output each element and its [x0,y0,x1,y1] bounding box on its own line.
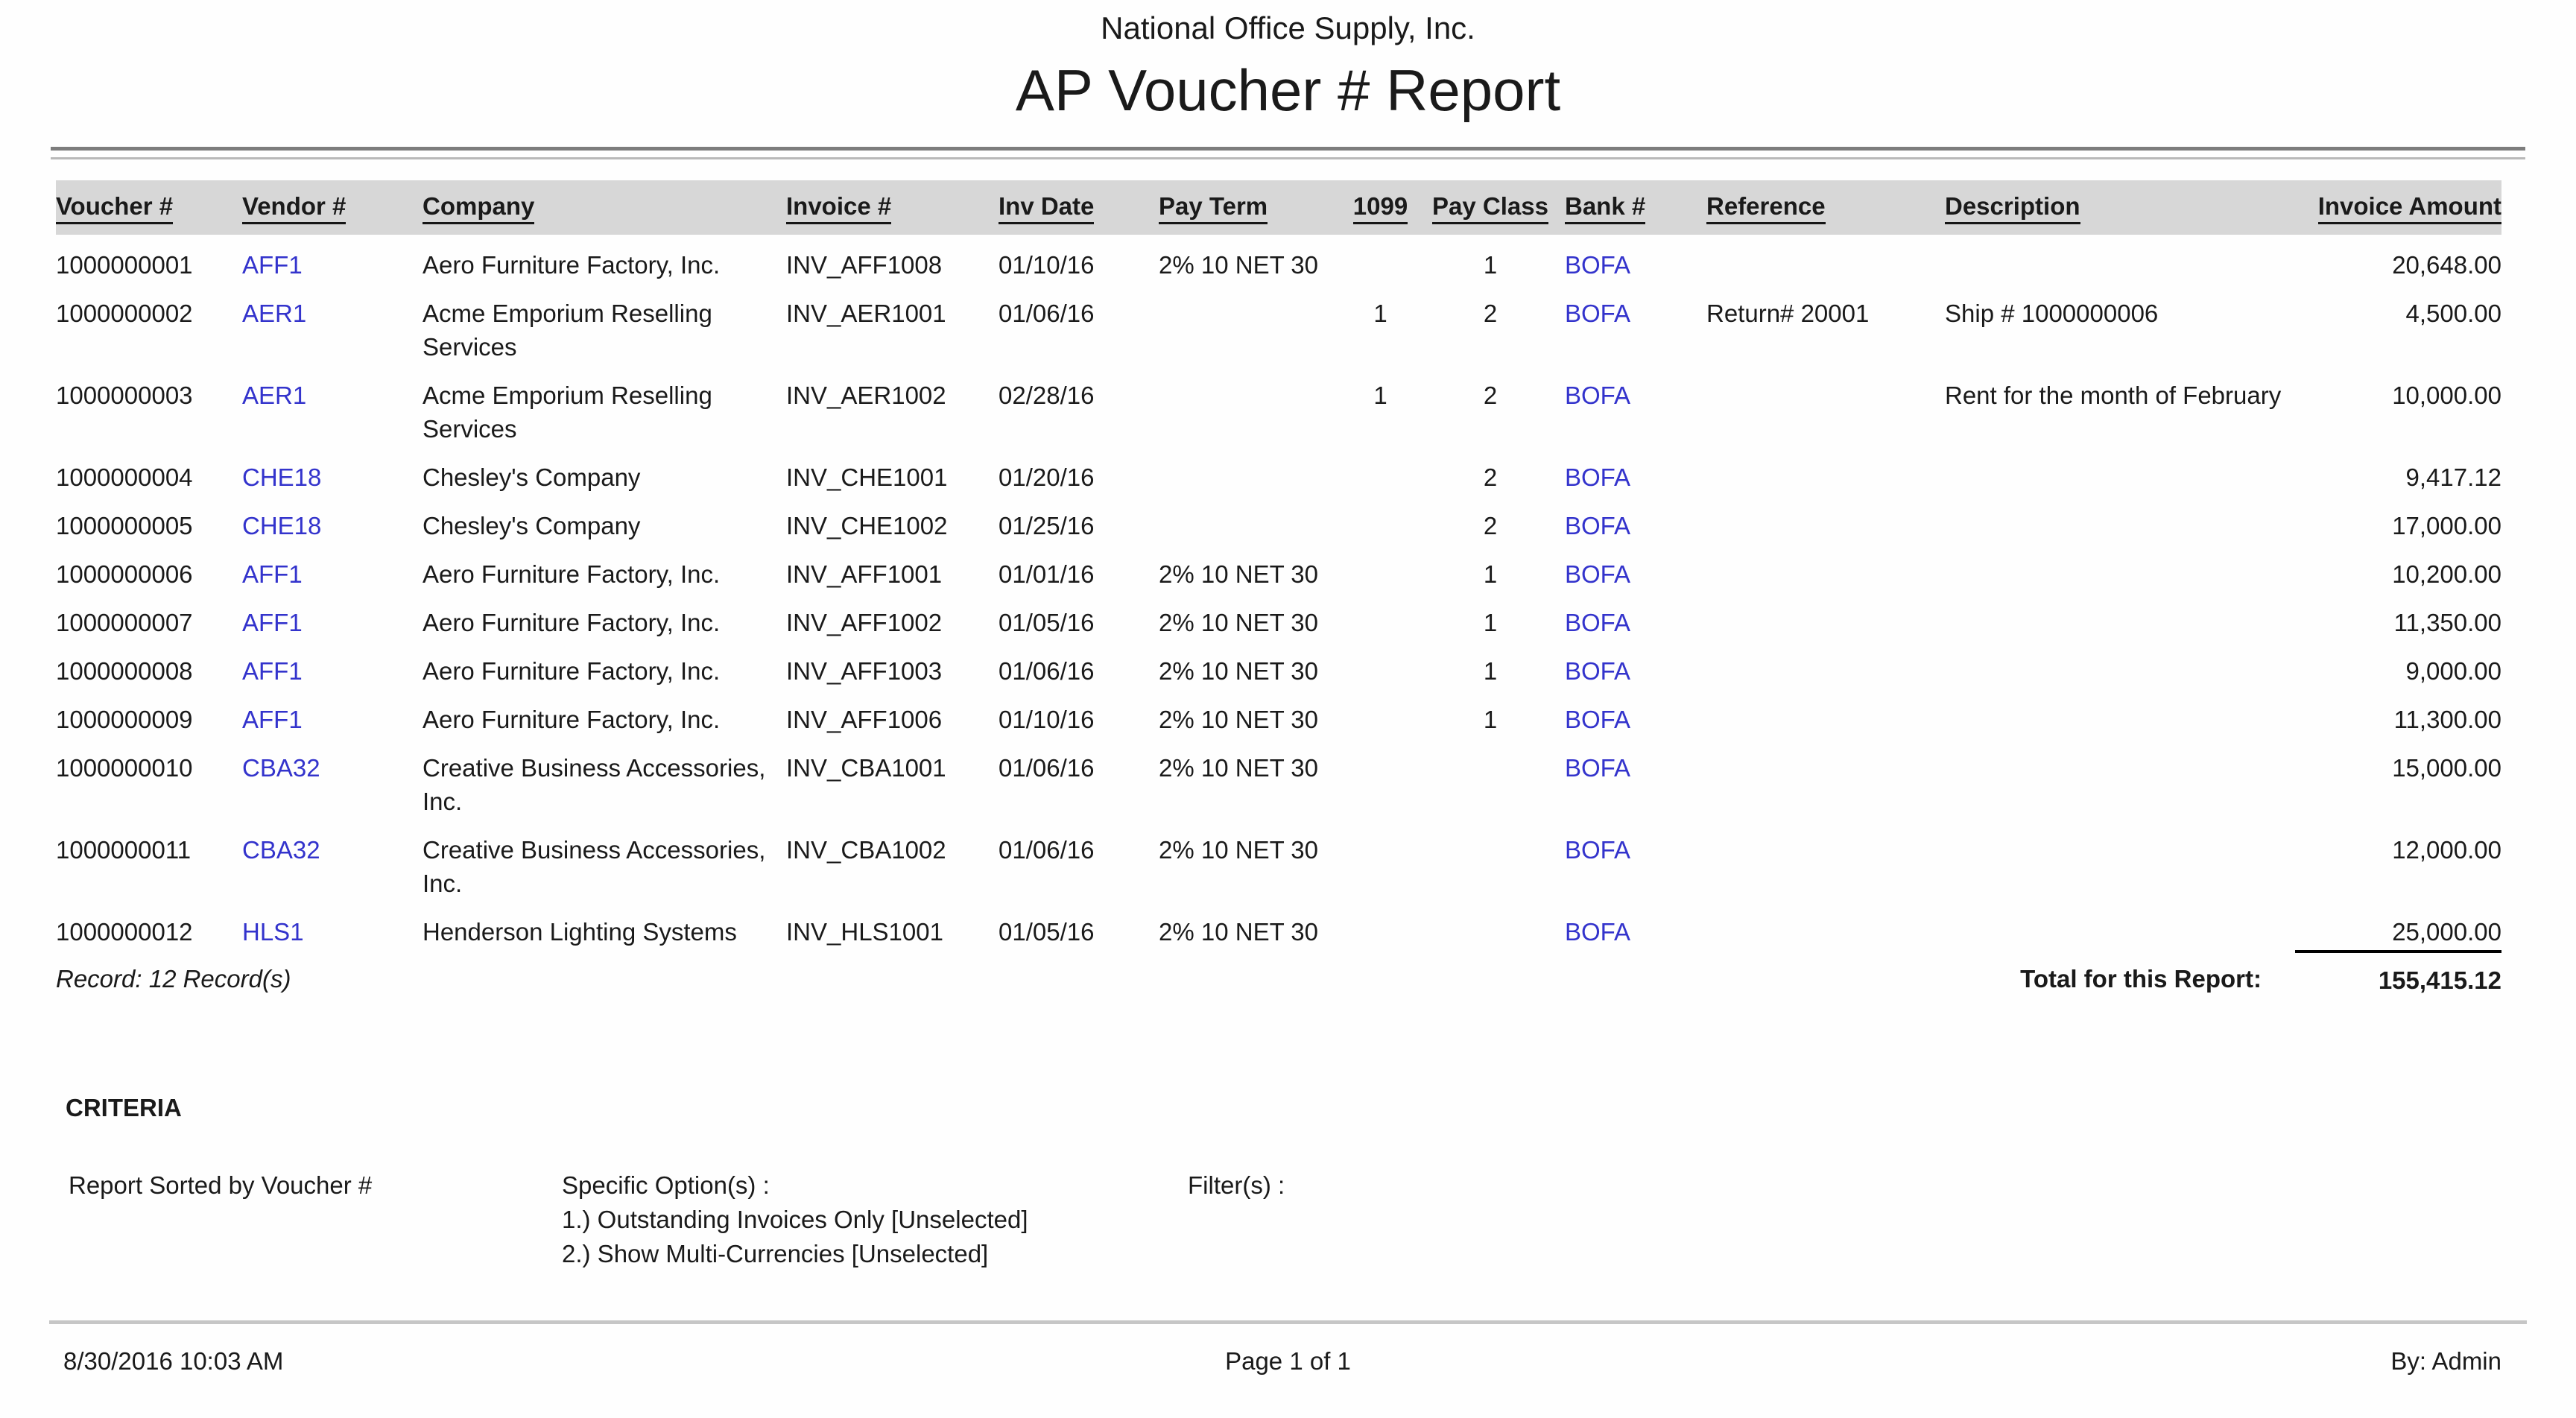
column-header-company[interactable] [414,180,786,235]
cell-f1099 [1345,544,1416,592]
cell-pay_term: 2% 10 NET 30 [1159,560,1319,588]
cell-f1099: 1 [1373,300,1387,327]
cell-company: Creative Business Accessories, Inc. [423,836,766,897]
table-row [56,641,2501,689]
cell-amount: 11,350.00 [2393,609,2501,636]
cell-f1099 [1345,592,1416,641]
cell-pay_class [1416,738,1565,820]
column-header-f1099[interactable] [1345,180,1416,235]
cell-description: Ship # 1000000006 [1945,300,2159,327]
cell-inv_date: 01/10/16 [999,251,1095,279]
cell-reference [1695,738,1937,820]
cell-pay_class: 1 [1483,657,1498,685]
cell-reference [1695,544,1937,592]
cell-amount: 11,300.00 [2393,706,2501,733]
cell-vendor[interactable]: CHE18 [242,463,322,491]
cell-pay_term: 2% 10 NET 30 [1159,918,1319,946]
cell-pay_term [1159,447,1345,496]
total-label: Total for this Report: [2020,965,2262,993]
cell-pay_class: 2 [1483,382,1498,409]
table-row [56,496,2501,544]
table-row [56,283,2501,365]
cell-f1099: 1 [1373,382,1387,409]
cell-invoice: INV_AFF1001 [786,560,943,588]
cell-description [1937,496,2295,544]
cell-vendor[interactable]: CHE18 [242,512,322,539]
cell-f1099 [1345,496,1416,544]
cell-pay_class: 2 [1483,512,1498,539]
cell-reference [1695,235,1937,283]
cell-company: Aero Furniture Factory, Inc. [423,560,721,588]
column-header-label: Invoice # [786,192,891,224]
column-header-label: Bank # [1565,192,1645,224]
cell-pay_term: 2% 10 NET 30 [1159,657,1319,685]
cell-company: Chesley's Company [423,463,641,491]
cell-vendor[interactable]: AFF1 [242,609,303,636]
record-count: Record: 12 Record(s) [56,965,291,993]
cell-invoice: INV_AER1001 [786,300,946,327]
cell-bank[interactable]: BOFA [1565,836,1631,864]
cell-description [1937,641,2295,689]
cell-reference [1695,902,1937,952]
cell-f1099 [1345,820,1416,902]
footer-separator-line [49,1320,2527,1324]
cell-vendor[interactable]: AER1 [242,300,307,327]
column-header-label: Description [1945,192,2080,224]
cell-bank[interactable]: BOFA [1565,463,1631,491]
cell-bank[interactable]: BOFA [1565,560,1631,588]
cell-invoice: INV_HLS1001 [786,918,943,946]
cell-f1099 [1345,641,1416,689]
footer-generated-by: By: Admin [2390,1347,2501,1375]
cell-voucher: 1000000005 [56,512,193,539]
cell-bank[interactable]: BOFA [1565,657,1631,685]
cell-description [1937,820,2295,902]
column-header-label: 1099 [1353,192,1408,224]
cell-company: Henderson Lighting Systems [423,918,737,946]
table-row [56,689,2501,738]
cell-vendor[interactable]: HLS1 [242,918,304,946]
cell-f1099 [1345,689,1416,738]
voucher-table-body [56,235,2501,952]
cell-vendor[interactable]: AFF1 [242,560,303,588]
cell-amount: 15,000.00 [2392,754,2501,782]
cell-amount: 10,000.00 [2392,382,2501,409]
cell-voucher: 1000000010 [56,754,193,782]
voucher-table [56,180,2501,998]
cell-company: Acme Emporium Reselling Services [423,382,712,443]
column-header-bank[interactable] [1565,180,1695,235]
cell-pay_term: 2% 10 NET 30 [1159,609,1319,636]
cell-description [1937,592,2295,641]
criteria-option: 1.) Outstanding Invoices Only [Unselected] [562,1206,1028,1233]
cell-amount: 20,648.00 [2392,251,2501,279]
cell-description [1937,447,2295,496]
criteria-heading: CRITERIA [66,1094,182,1121]
cell-bank[interactable]: BOFA [1565,512,1631,539]
cell-inv_date: 01/10/16 [999,706,1095,733]
cell-voucher: 1000000001 [56,251,193,279]
cell-description: Rent for the month of February [1945,382,2282,409]
column-header-label: Pay Term [1159,192,1268,224]
cell-pay_class: 2 [1483,463,1498,491]
cell-f1099 [1345,902,1416,952]
column-header-description[interactable] [1937,180,2295,235]
cell-pay_class: 1 [1483,609,1498,636]
cell-description [1937,902,2295,952]
cell-description [1937,235,2295,283]
cell-vendor[interactable]: AER1 [242,382,307,409]
criteria-options-label: Specific Option(s) : [562,1171,770,1199]
cell-invoice: INV_AER1002 [786,382,946,409]
cell-pay_class [1416,820,1565,902]
table-row [56,592,2501,641]
cell-invoice: INV_CHE1001 [786,463,948,491]
column-header-label: Inv Date [999,192,1094,224]
cell-vendor[interactable]: AFF1 [242,251,303,279]
cell-description [1937,544,2295,592]
cell-vendor[interactable]: AFF1 [242,706,303,733]
cell-invoice: INV_CBA1001 [786,754,946,782]
cell-voucher: 1000000008 [56,657,193,685]
cell-voucher: 1000000007 [56,609,193,636]
cell-pay_class: 2 [1483,300,1498,327]
cell-company: Aero Furniture Factory, Inc. [423,251,721,279]
cell-inv_date: 01/06/16 [999,836,1095,864]
column-header-inv_date[interactable] [999,180,1159,235]
cell-voucher: 1000000004 [56,463,193,491]
cell-invoice: INV_CBA1002 [786,836,946,864]
table-row [56,447,2501,496]
cell-description [1937,689,2295,738]
cell-pay_class: 1 [1483,251,1498,279]
cell-amount: 9,000.00 [2405,657,2501,685]
cell-inv_date: 01/06/16 [999,657,1095,685]
cell-bank[interactable]: BOFA [1565,918,1631,946]
cell-vendor[interactable]: CBA32 [242,836,320,864]
column-header-pay_class[interactable] [1416,180,1565,235]
cell-amount: 9,417.12 [2405,463,2501,491]
column-header-label: Voucher # [56,192,173,224]
cell-bank[interactable]: BOFA [1565,609,1631,636]
cell-bank[interactable]: BOFA [1565,382,1631,409]
cell-invoice: INV_AFF1008 [786,251,943,279]
company-name: National Office Supply, Inc. [1101,10,1475,45]
criteria-sorted-by: Report Sorted by Voucher # [69,1171,373,1199]
page-title: AP Voucher # Report [1015,57,1561,123]
cell-inv_date: 02/28/16 [999,382,1095,409]
cell-pay_class: 1 [1483,706,1498,733]
footer-datetime: 8/30/2016 10:03 AM [63,1347,284,1375]
cell-reference [1695,641,1937,689]
cell-reference [1695,592,1937,641]
criteria-filters-label: Filter(s) : [1188,1171,1285,1199]
cell-pay_class: 1 [1483,560,1498,588]
cell-voucher: 1000000009 [56,706,193,733]
cell-voucher: 1000000006 [56,560,193,588]
cell-description [1937,738,2295,820]
table-total-row [56,952,2501,998]
criteria-section [0,1094,2576,1271]
footer-page-number: Page 1 of 1 [1225,1347,1351,1375]
cell-f1099 [1345,235,1416,283]
cell-bank[interactable]: BOFA [1565,251,1631,279]
cell-reference: Return# 20001 [1706,300,1870,327]
cell-reference [1695,365,1937,447]
cell-company: Creative Business Accessories, Inc. [423,754,766,815]
table-header-row [56,180,2501,235]
table-row [56,235,2501,283]
cell-amount: 10,200.00 [2392,560,2501,588]
cell-amount: 12,000.00 [2392,836,2501,864]
column-header-label: Pay Class [1432,192,1548,224]
cell-pay_term: 2% 10 NET 30 [1159,836,1319,864]
cell-reference [1695,447,1937,496]
cell-amount: 17,000.00 [2392,512,2501,539]
criteria-option: 2.) Show Multi-Currencies [Unselected] [562,1240,989,1267]
cell-invoice: INV_AFF1006 [786,706,943,733]
cell-inv_date: 01/05/16 [999,918,1095,946]
cell-company: Chesley's Company [423,512,641,539]
cell-company: Aero Furniture Factory, Inc. [423,706,721,733]
cell-f1099 [1345,738,1416,820]
cell-inv_date: 01/05/16 [999,609,1095,636]
cell-inv_date: 01/25/16 [999,512,1095,539]
separator-line-light [51,157,2525,159]
cell-voucher: 1000000011 [56,836,192,864]
column-header-amount[interactable] [2295,180,2501,235]
cell-invoice: INV_AFF1003 [786,657,943,685]
cell-pay_term: 2% 10 NET 30 [1159,251,1319,279]
cell-pay_class [1416,902,1565,952]
cell-pay_term [1159,496,1345,544]
cell-company: Aero Furniture Factory, Inc. [423,609,721,636]
column-header-voucher[interactable] [56,180,242,235]
table-row [56,365,2501,447]
column-header-label: Reference [1706,192,1826,224]
cell-pay_term: 2% 10 NET 30 [1159,706,1319,733]
cell-reference [1695,496,1937,544]
table-row [56,544,2501,592]
cell-vendor[interactable]: CBA32 [242,754,320,782]
cell-voucher: 1000000012 [56,918,193,946]
column-header-label: Company [423,192,534,224]
cell-reference [1695,820,1937,902]
column-header-reference[interactable] [1695,180,1937,235]
cell-pay_term [1159,365,1345,447]
cell-inv_date: 01/20/16 [999,463,1095,491]
column-header-label: Vendor # [242,192,346,224]
cell-amount: 4,500.00 [2405,300,2501,327]
column-header-label: Invoice Amount [2318,192,2501,224]
cell-voucher: 1000000003 [56,382,193,409]
cell-amount: 25,000.00 [2392,918,2501,946]
column-header-invoice[interactable] [786,180,999,235]
table-row [56,902,2501,952]
cell-bank[interactable]: BOFA [1565,754,1631,782]
table-row [56,820,2501,902]
total-value: 155,415.12 [2295,952,2501,998]
cell-bank[interactable]: BOFA [1565,706,1631,733]
cell-reference [1695,689,1937,738]
cell-f1099 [1345,447,1416,496]
table-row [56,738,2501,820]
cell-inv_date: 01/01/16 [999,560,1095,588]
cell-company: Acme Emporium Reselling Services [423,300,712,361]
cell-invoice: INV_CHE1002 [786,512,948,539]
cell-inv_date: 01/06/16 [999,754,1095,782]
title-separator [51,147,2525,159]
cell-inv_date: 01/06/16 [999,300,1095,327]
column-header-pay_term[interactable] [1159,180,1345,235]
cell-pay_term: 2% 10 NET 30 [1159,754,1319,782]
cell-invoice: INV_AFF1002 [786,609,943,636]
cell-bank[interactable]: BOFA [1565,300,1631,327]
separator-line-dark [51,147,2525,151]
cell-voucher: 1000000002 [56,300,193,327]
cell-company: Aero Furniture Factory, Inc. [423,657,721,685]
criteria-options [562,1168,1188,1271]
column-header-vendor[interactable] [242,180,414,235]
cell-vendor[interactable]: AFF1 [242,657,303,685]
cell-pay_term [1159,283,1345,365]
